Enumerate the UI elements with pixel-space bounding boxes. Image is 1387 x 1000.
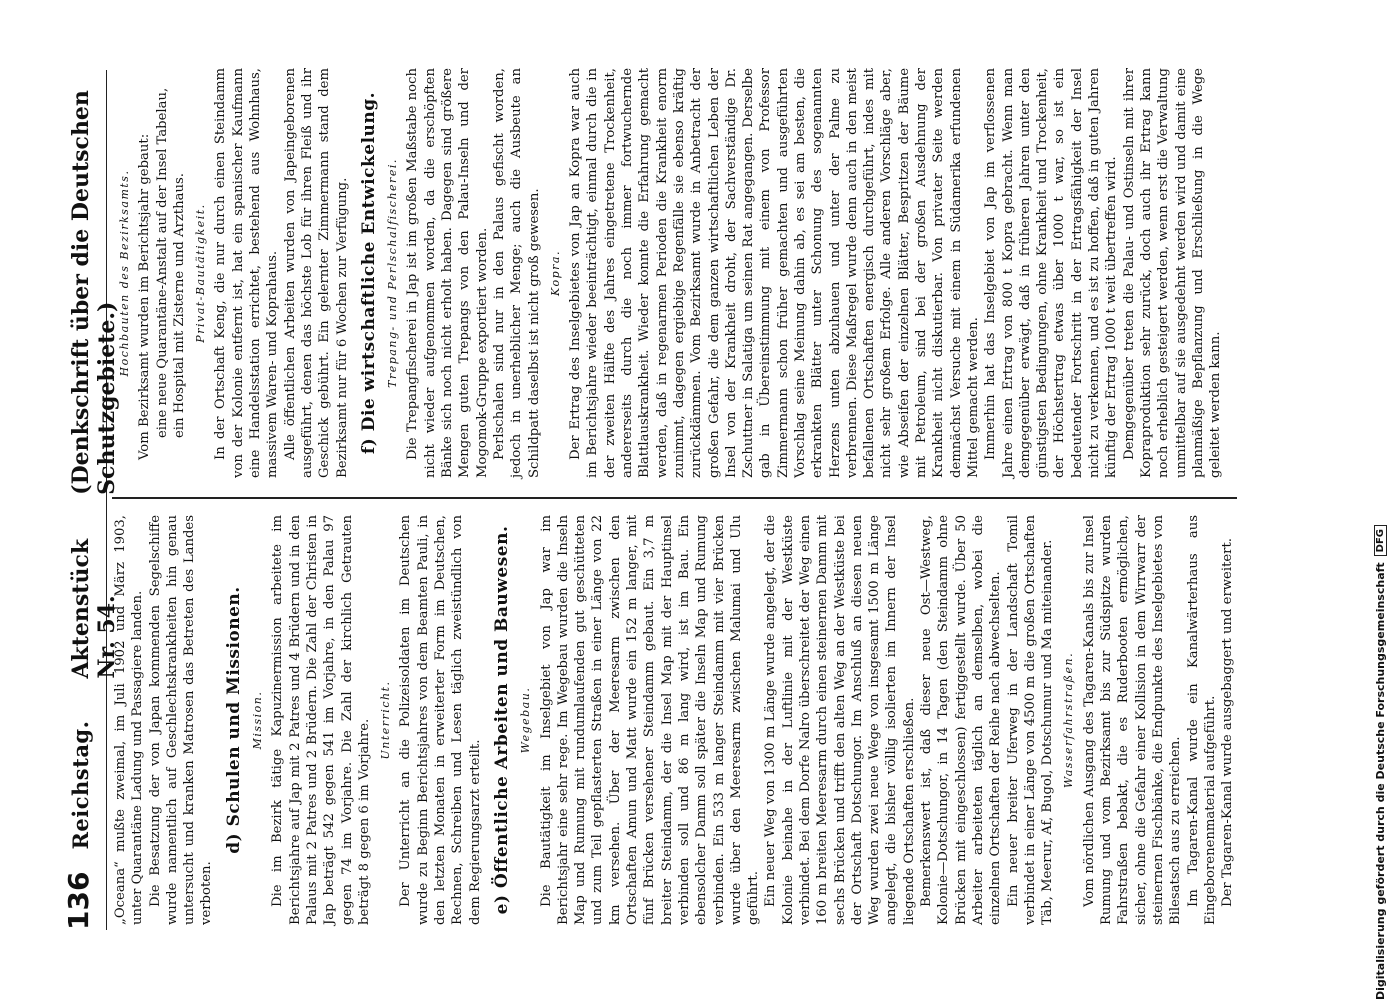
credit-text: Digitalisierung gefördert durch die Deutsche Forschungsgemeinschaft [1374,562,1387,1000]
paragraph: Ein neuer breiter Uferweg in der Landschaft Tomil verbindet in einer Länge von 4500 m die großen Ortschaften Täb, Meerur, Af, Bugol, Dotschumur und Ma miteinander. [1005,515,1056,925]
section-heading: e) Öffentliche Arbeiten und Bauwesen. [491,525,512,915]
page-number: 136 [62,871,95,930]
paragraph: Der Ertrag des Inselgebietes von Jap an Kopra war auch im Berichtsjahre wieder beeinträchtigt, einmal durch die in der zweiten Hälfte des Jahres eingetretene Trockenheit, andererseits durch die noch immer fortwuchernde Blattlauskrankheit. Wieder konnte die Erfahrung gemacht werden, daß in regenarmen Perioden die Krankheit enorm zunimmt, dagegen ergiebige Regenfälle sie ebenso kräftig zurückdämmen. Vom Bezirksamt wurde in Anbetracht der großen Gefahr, die dem ganzen wirtschaftlichen Leben der Insel von der Krankheit droht, der Sachverständige Dr. Zschuttner in Salatiga um seinen Rat angegangen. Derselbe gab in Übereinstimmung mit einem von Professor Zimmermann schon früher gemachten und ausgeführten Vorschlag seine Meinung dahin ab, es sei am besten, die erkrankten Blätter unter Schonung des sogenannten Herzens unten abzuhauen und unter der Palme zu verbrennen. Diese Maßregel wurde denn auch in den meist befallenen Ortschaften energisch durchgeführt, indes mit nicht sehr großem Erfolge. Alle anderen Vorschläge aber, wie Abseifen der einzelnen Blätter, Bespritzen der Bäume mit Petroleum, sind bei der großen Ausdehnung der Krankheit nicht diskutierbar. Von privater Seite werden demnächst Versuche mit einem in Südamerika erfundenen Mittel gemacht werden. [568,68,981,478]
paragraph: Alle öffentlichen Arbeiten wurden von Japeingeborenen ausgeführt, denen das höchste Lob für ihren Fleiß und ihr Geschick gebührt. Ein gelernter Zimmermann stand dem Bezirksamt nur für 6 Wochen zur Verfügung. [282,68,350,478]
subheading: Mission. [251,690,265,750]
section-heading: d) Schulen und Missionen. [223,586,244,854]
paragraph: Bemerkenswert ist, daß dieser neue Ost—Westweg, Kolonie—Dotschungor, in 14 Tagen (den Steindamm ohne Brücken mit eingeschlossen) fertiggestellt wurde. Über 50 Arbeiter arbeiteten täglich an demselben, wobei die einzelnen Ortschaften der Reihe nach abwechselten. [919,515,1004,925]
paragraph: Perlschalen sind nur in den Palaus gefischt worden, jedoch in unerheblicher Menge; auch die Ausbeute an Schildpatt daselbst ist nicht groß gewesen. [491,68,542,478]
paragraph: Ein neuer Weg von 1300 m Länge wurde angelegt, der die Kolonie beinahe in der Luftlinie mit der Westküste verbindet. Bei dem Dorfe Nalro überschreitet der Weg einen 160 m breiten Meeresarm durch einen steinernen Damm mit sechs Brücken und trifft den alten Weg an der Westküste bei der Ortschaft Dotschungor. Im Anschluß an diesen neuen Weg wurden zwei neue Wege von insgesamt 1500 m Länge angelegt, die bisher völlig isolierten im Innern der Insel liegende Ortschaften erschließen. [763,515,917,925]
paragraph: Demgegenüber treten die Palau- und Ostinseln mit ihrer Kopraproduktion sehr zurück, doch auch ihr Ertrag kann noch erheblich gesteigert werden, wenn erst die Verwaltung unmittelbar auf sie ausgedehnt werden wird und damit eine planmäßige Bepflanzung und Erschließung in die Wege geleitet werden kann. [1121,68,1224,478]
section-heading: f) Die wirtschaftliche Entwickelung. [358,91,379,455]
dfg-logo: DFG [1374,525,1387,556]
list-item: ein Hospital mit Zisterne und Arzthaus. [171,173,187,438]
list-item: eine neue Quarantäne-Anstalt auf der Insel Tabelau, [154,87,170,438]
paragraph: Vom Bezirksamt wurden im Berichtsjahr gebaut: [137,133,153,460]
paragraph: Die Bautätigkeit im Inselgebiet von Jap war im Berichtsjahr eine sehr rege. Im Wegebau wurden die Inseln Map und Rumung mit rundumlaufenden gut geschütteten und zum Teil gepflasterten Straßen in einer Länge von 22 km versehen. Über der Meeresarm zwischen den Ortschaften Amun und Matt wurde ein 152 m langer, mit fünf Brücken versehener Steindamm gebaut. Ein 3,7 m breiter Steindamm, der die Insel Map mit der Hauptinsel verbinden soll und 86 m lang wird, ist im Bau. Ein ebensolcher Damm soll später die Inseln Map und Rumung verbinden. Ein 533 m langer Steindamm mit vier Brücken wurde über den Meeresarm zwischen Malumai und Ulu geführt. [538,515,762,925]
right-column [112,68,1224,478]
column-divider [112,498,1237,500]
subheading: Wasserfahrstraßen. [1062,651,1076,789]
subheading: Kopra. [548,250,562,296]
header-source: Reichstag. [68,720,93,850]
paragraph: In der Ortschaft Keng, die nur durch einen Steindamm von der Kolonie entfernt ist, hat ein spanischer Kaufmann eine Handelsstation errichtet, bestehend aus Wohnhaus, massivem Waren- und Koprahaus. [213,68,281,478]
digitization-credit [1374,525,1387,1000]
header-subject: (Denkschrift über die Deutschen Schutzgebiete.) [68,90,120,495]
paragraph: „Oceana“ mußte zweimal, im Juli 1902 und März 1903, unter Quarantäne Ladung und Passagiere landen. [113,515,146,925]
subheading: Unterricht. [379,680,393,760]
paragraph: Die Trepangfischerei in Jap ist im großen Maßstabe noch nicht wieder aufgenommen worden, da die erschöpften Bänke sich noch nicht erholt haben. Dagegen sind größere Mengen guten Trepangs von den Palau-Inseln und der Mogomok-Gruppe exportiert worden. [405,68,490,478]
paragraph: Die im Bezirk tätige Kapuzinermission arbeitete im Berichtsjahre auf Jap mit 2 Patres und 4 Brüdern und in den Palaus mit 2 Patres und 2 Brüdern. Die Zahl der Christen in Jap beträgt 542 gegen 541 im Vorjahre, in den Palau 97 gegen 74 im Vorjahre. Die Zahl der kirchlich Getrauten beträgt 8 gegen 6 im Vorjahre. [270,515,372,925]
paragraph: Die Besatzung der von Japan kommenden Segelschiffe wurde namentlich auf Geschlechtskrankheiten hin genau untersucht und kranken Matrosen das Betreten des Landes verboten. [147,515,215,925]
subheading: Privat-Bautätigkeit. [194,203,208,343]
paragraph: Vom nördlichen Ausgang des Tagaren-Kanals bis zur Insel Rumung und vom Bezirksamt bis zur Südspitze wurden Fahrstraßen bebakt, die es Ruderbooten ermöglichen, sicher, ohne die Gefahr einer Kollision in dem Wirrwarr der steinernen Fischbänke, die Endpunkte des Inselgebietes von Bilesatsch aus zu erreichen. [1081,515,1184,925]
page-header [62,70,120,930]
header-document: Aktenstück Nr. 54. [68,538,120,679]
paragraph: Der Unterricht an die Polizeisoldaten im Deutschen wurde zu Beginn Berichtsjahres von dem Beamten Pauli, in den letzten Monaten in erweiterter Form im Deutschen, Rechnen, Schreiben und Lesen täglich zweistündlich von dem Regierungsarzt erteilt. [398,515,483,925]
subheading: Trepang- und Perlschalfischerei. [386,158,400,388]
paragraph: Immerhin hat das Inselgebiet von Jap im verflossenen Jahre einen Ertrag von 800 t Kopra gebracht. Wenn man demgegenüber erwägt, daß in früheren Jahren unter den günstigsten Bedingungen, ohne Krankheit und Trockenheit, der Höchstertrag etwas über 1000 t war, so ist ein bedeutender Fortschritt in der Ertragsfähigkeit der Insel nicht zu verkennen, und es ist zu hoffen, daß in guten Jahren künftig der Ertrag 1000 t weit übertreffen wird. [983,68,1120,478]
subheading: Hochbauten des Bezirksamts. [118,169,131,377]
left-column [112,515,1236,925]
paragraph: Der Tagaren-Kanal wurde ausgebaggert und erweitert. [1220,538,1236,907]
subheading: Wegebau. [519,686,533,754]
paragraph: Im Tagaren-Kanal wurde ein Kanalwärterhaus aus Eingeborenenmaterial aufgeführt. [1185,515,1218,925]
